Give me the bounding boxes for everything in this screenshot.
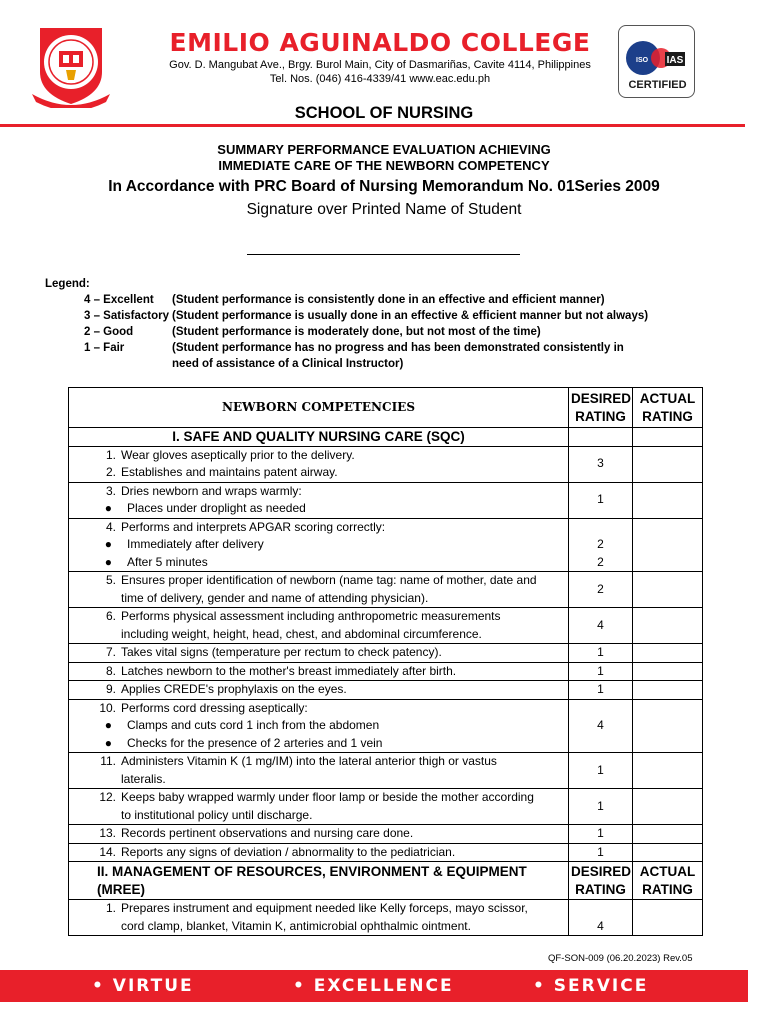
- item-number: 8.: [105, 663, 116, 678]
- badge-iso-text: ISO: [636, 57, 649, 64]
- desired-header-line-2: RATING: [575, 881, 626, 897]
- item-text-continued: lateralis.: [121, 771, 166, 786]
- legend-rating-2: 2 – Good: [84, 326, 134, 338]
- sub-item-text: Clamps and cuts cord 1 inch from the abdomen: [127, 718, 380, 732]
- item-number: 3.: [105, 483, 116, 498]
- item-text: Takes vital signs (temperature per rectum to check patency).: [121, 645, 442, 659]
- item-text: Applies CREDE's prophylaxis on the eyes.: [121, 682, 347, 696]
- table-row: [69, 518, 703, 572]
- footer-word-service: • SERVICE: [533, 976, 649, 996]
- item-text: Performs cord dressing aseptically:: [121, 700, 308, 715]
- actual-rating-cell[interactable]: [633, 681, 703, 700]
- bullet-icon: ●: [104, 537, 112, 551]
- desired-rating: 1: [569, 843, 633, 862]
- competency-cell: [69, 825, 569, 844]
- actual-header-line-2: RATING: [642, 881, 693, 897]
- item-text: Dries newborn and wraps warmly:: [121, 483, 302, 498]
- desired-header-line-1: DESIRED: [571, 864, 632, 879]
- legend-desc-2: (Student performance is moderately done, but not most of the time): [172, 326, 541, 338]
- table-row: [69, 900, 703, 936]
- competency-cell: [69, 572, 569, 608]
- item-text: Establishes and maintains patent airway.: [121, 465, 338, 479]
- bullet-icon: ●: [104, 554, 112, 569]
- desired-rating: 2: [569, 572, 633, 608]
- desired-rating: 1: [569, 681, 633, 700]
- desired-rating: 1: [569, 644, 633, 663]
- address-line-2: Tel. Nos. (046) 416-4339/41 www.eac.edu.ph: [269, 73, 491, 85]
- desired-rating: 1: [569, 825, 633, 844]
- bullet-icon: ●: [104, 501, 112, 515]
- competency-cell: [69, 681, 569, 700]
- legend-title: Legend:: [45, 278, 90, 290]
- table-row: [69, 681, 703, 700]
- competencies-table: [68, 387, 703, 936]
- signature-caption: Signature over Printed Name of Student: [246, 201, 522, 218]
- section-title-sqc: I. SAFE AND QUALITY NURSING CARE (SQC): [69, 428, 569, 447]
- desired-header-line-1: DESIRED: [571, 391, 632, 406]
- item-text: Reports any signs of deviation / abnormality to the pediatrician.: [121, 844, 456, 859]
- form-title-line-1: SUMMARY PERFORMANCE EVALUATION ACHIEVING: [217, 142, 551, 157]
- actual-rating-cell[interactable]: [633, 900, 703, 936]
- item-text: Latches newborn to the mother's breast immediately after birth.: [121, 663, 457, 678]
- competency-cell: [69, 753, 569, 789]
- item-number: 10.: [99, 700, 116, 715]
- actual-header-line-2: RATING: [642, 408, 693, 424]
- actual-rating-cell[interactable]: [633, 518, 703, 572]
- item-number: 14.: [99, 844, 116, 859]
- iso-ias-certified-badge: [618, 25, 695, 98]
- table-row: [69, 662, 703, 681]
- sub-item-text: After 5 minutes: [127, 554, 208, 569]
- desired-rating: [569, 518, 633, 572]
- header-divider: [0, 124, 745, 127]
- item-text: Performs and interprets APGAR scoring correctly:: [121, 519, 386, 534]
- legend-desc-1: (Student performance has no progress and has been demonstrated consistently in need of assistance of a Clinical Instructor): [172, 342, 624, 370]
- footer-word-virtue: • VIRTUE: [92, 976, 194, 996]
- sub-item-text: Checks for the presence of 2 arteries and 1 vein: [127, 735, 383, 750]
- item-text: Records pertinent observations and nursing care done.: [121, 826, 414, 840]
- competency-cell: [69, 699, 569, 753]
- actual-rating-cell[interactable]: [633, 482, 703, 518]
- legend-desc-3: (Student performance is usually done in an effective & efficient manner but not always): [172, 310, 649, 322]
- legend-desc-4: (Student performance is consistently done in an effective and efficient manner): [172, 294, 605, 306]
- item-number: 5.: [105, 573, 116, 587]
- item-text-continued: cord clamp, blanket, Vitamin K, antimicrobial ophthalmic ointment.: [121, 918, 471, 933]
- table-row: [69, 482, 703, 518]
- actual-rating-cell[interactable]: [633, 825, 703, 844]
- item-text-continued: to institutional policy until discharge.: [121, 807, 313, 822]
- table-row: [69, 608, 703, 644]
- certification-mark-icon: [619, 26, 696, 99]
- section-title-mree: II. MANAGEMENT OF RESOURCES, ENVIRONMENT & EQUIPMENT (MREE): [69, 862, 569, 900]
- form-code: QF-SON-009 (06.20.2023) Rev.05: [548, 953, 693, 964]
- item-number: 6.: [105, 609, 116, 623]
- table-row: [69, 789, 703, 825]
- table-row: [69, 699, 703, 753]
- competency-cell: [69, 608, 569, 644]
- item-text: Performs physical assessment including anthropometric measurements: [121, 609, 501, 623]
- item-text: Ensures proper identification of newborn (name tag: name of mother, date and: [121, 573, 537, 587]
- section-row-sqc: [69, 428, 703, 447]
- actual-rating-cell[interactable]: [633, 753, 703, 789]
- item-number: 4.: [105, 519, 116, 534]
- memorandum-reference: In Accordance with PRC Board of Nursing Memorandum No. 01Series 2009: [108, 178, 660, 195]
- item-number: 12.: [99, 790, 116, 804]
- competency-cell: [69, 446, 569, 482]
- table-row: [69, 753, 703, 789]
- desired-rating: 4: [569, 699, 633, 753]
- legend-rating-3: 3 – Satisfactory: [84, 310, 170, 322]
- table-header-row: [69, 388, 703, 428]
- desired-header-line-2: RATING: [575, 408, 626, 424]
- item-text-continued: time of delivery, gender and name of attending physician).: [121, 590, 429, 605]
- actual-rating-cell[interactable]: [633, 843, 703, 862]
- legend-rating-1: 1 – Fair: [84, 342, 125, 354]
- section-row-mree: [69, 862, 703, 900]
- legend-rating-4: 4 – Excellent: [84, 294, 154, 306]
- school-name: SCHOOL OF NURSING: [294, 104, 474, 122]
- item-text: Wear gloves aseptically prior to the delivery.: [121, 447, 355, 462]
- item-number: 1.: [105, 901, 116, 915]
- item-number: 11.: [100, 754, 116, 768]
- college-name: EMILIO AGUINALDO COLLEGE: [169, 28, 591, 57]
- address-line-1: Gov. D. Mangubat Ave., Brgy. Burol Main, City of Dasmariñas, Cavite 4114, Philippines: [169, 59, 591, 71]
- desired-rating: 4: [569, 608, 633, 644]
- actual-rating-cell[interactable]: [633, 789, 703, 825]
- table-row: [69, 644, 703, 663]
- actual-rating-cell[interactable]: [633, 662, 703, 681]
- signature-line: [247, 254, 520, 255]
- competency-cell: [69, 644, 569, 663]
- competency-cell: [69, 518, 569, 572]
- competency-cell: [69, 900, 569, 936]
- competency-cell: [69, 662, 569, 681]
- actual-rating-cell[interactable]: [633, 572, 703, 608]
- footer-word-excellence: • EXCELLENCE: [293, 976, 454, 996]
- table-row: [69, 446, 703, 482]
- competency-cell: [69, 843, 569, 862]
- desired-rating: 4: [569, 900, 633, 936]
- item-number: 2.: [105, 465, 116, 479]
- empty-cell: [569, 428, 633, 447]
- actual-header-line-1: ACTUAL: [639, 391, 696, 406]
- table-row: [69, 825, 703, 844]
- competency-cell: [69, 482, 569, 518]
- table-row: [69, 572, 703, 608]
- item-number: 13.: [99, 826, 116, 840]
- desired-rating-header: [569, 862, 633, 900]
- badge-ias-text: IAS: [666, 55, 684, 66]
- desired-rating-value: 2: [597, 554, 604, 569]
- bullet-icon: ●: [104, 735, 112, 750]
- item-number: 7.: [105, 645, 116, 659]
- item-text: Administers Vitamin K (1 mg/IM) into the lateral anterior thigh or vastus: [121, 754, 497, 768]
- actual-rating-header: [633, 388, 703, 428]
- desired-rating-value: 2: [597, 537, 604, 551]
- item-number: 1.: [105, 447, 116, 462]
- item-number: 9.: [105, 682, 116, 696]
- desired-rating: 1: [569, 753, 633, 789]
- competency-cell: [69, 789, 569, 825]
- competencies-header: NEWBORN COMPETENCIES: [69, 388, 569, 428]
- desired-rating: 1: [569, 662, 633, 681]
- college-address: [120, 58, 640, 86]
- table-row: [69, 843, 703, 862]
- actual-rating-header: [633, 862, 703, 900]
- item-text: Prepares instrument and equipment needed like Kelly forceps, mayo scissor,: [121, 901, 528, 915]
- bullet-icon: ●: [104, 718, 112, 732]
- actual-rating-cell[interactable]: [633, 446, 703, 482]
- college-seal-logo: [30, 24, 112, 108]
- actual-header-line-1: ACTUAL: [639, 864, 696, 879]
- sub-item-text: Immediately after delivery: [127, 537, 264, 551]
- desired-rating: 3: [569, 446, 633, 482]
- actual-rating-cell[interactable]: [633, 699, 703, 753]
- actual-rating-cell[interactable]: [633, 644, 703, 663]
- form-title-line-2: IMMEDIATE CARE OF THE NEWBORN COMPETENCY: [218, 158, 550, 173]
- desired-rating: 1: [569, 789, 633, 825]
- desired-rating: 1: [569, 482, 633, 518]
- actual-rating-cell[interactable]: [633, 608, 703, 644]
- desired-rating-header: [569, 388, 633, 428]
- sub-item-text: Places under droplight as needed: [127, 501, 306, 515]
- badge-certified-text: CERTIFIED: [628, 79, 687, 91]
- empty-cell: [633, 428, 703, 447]
- item-text-continued: including weight, height, head, chest, and abdominal circumference.: [121, 626, 482, 641]
- item-text: Keeps baby wrapped warmly under floor lamp or beside the mother according: [121, 790, 534, 804]
